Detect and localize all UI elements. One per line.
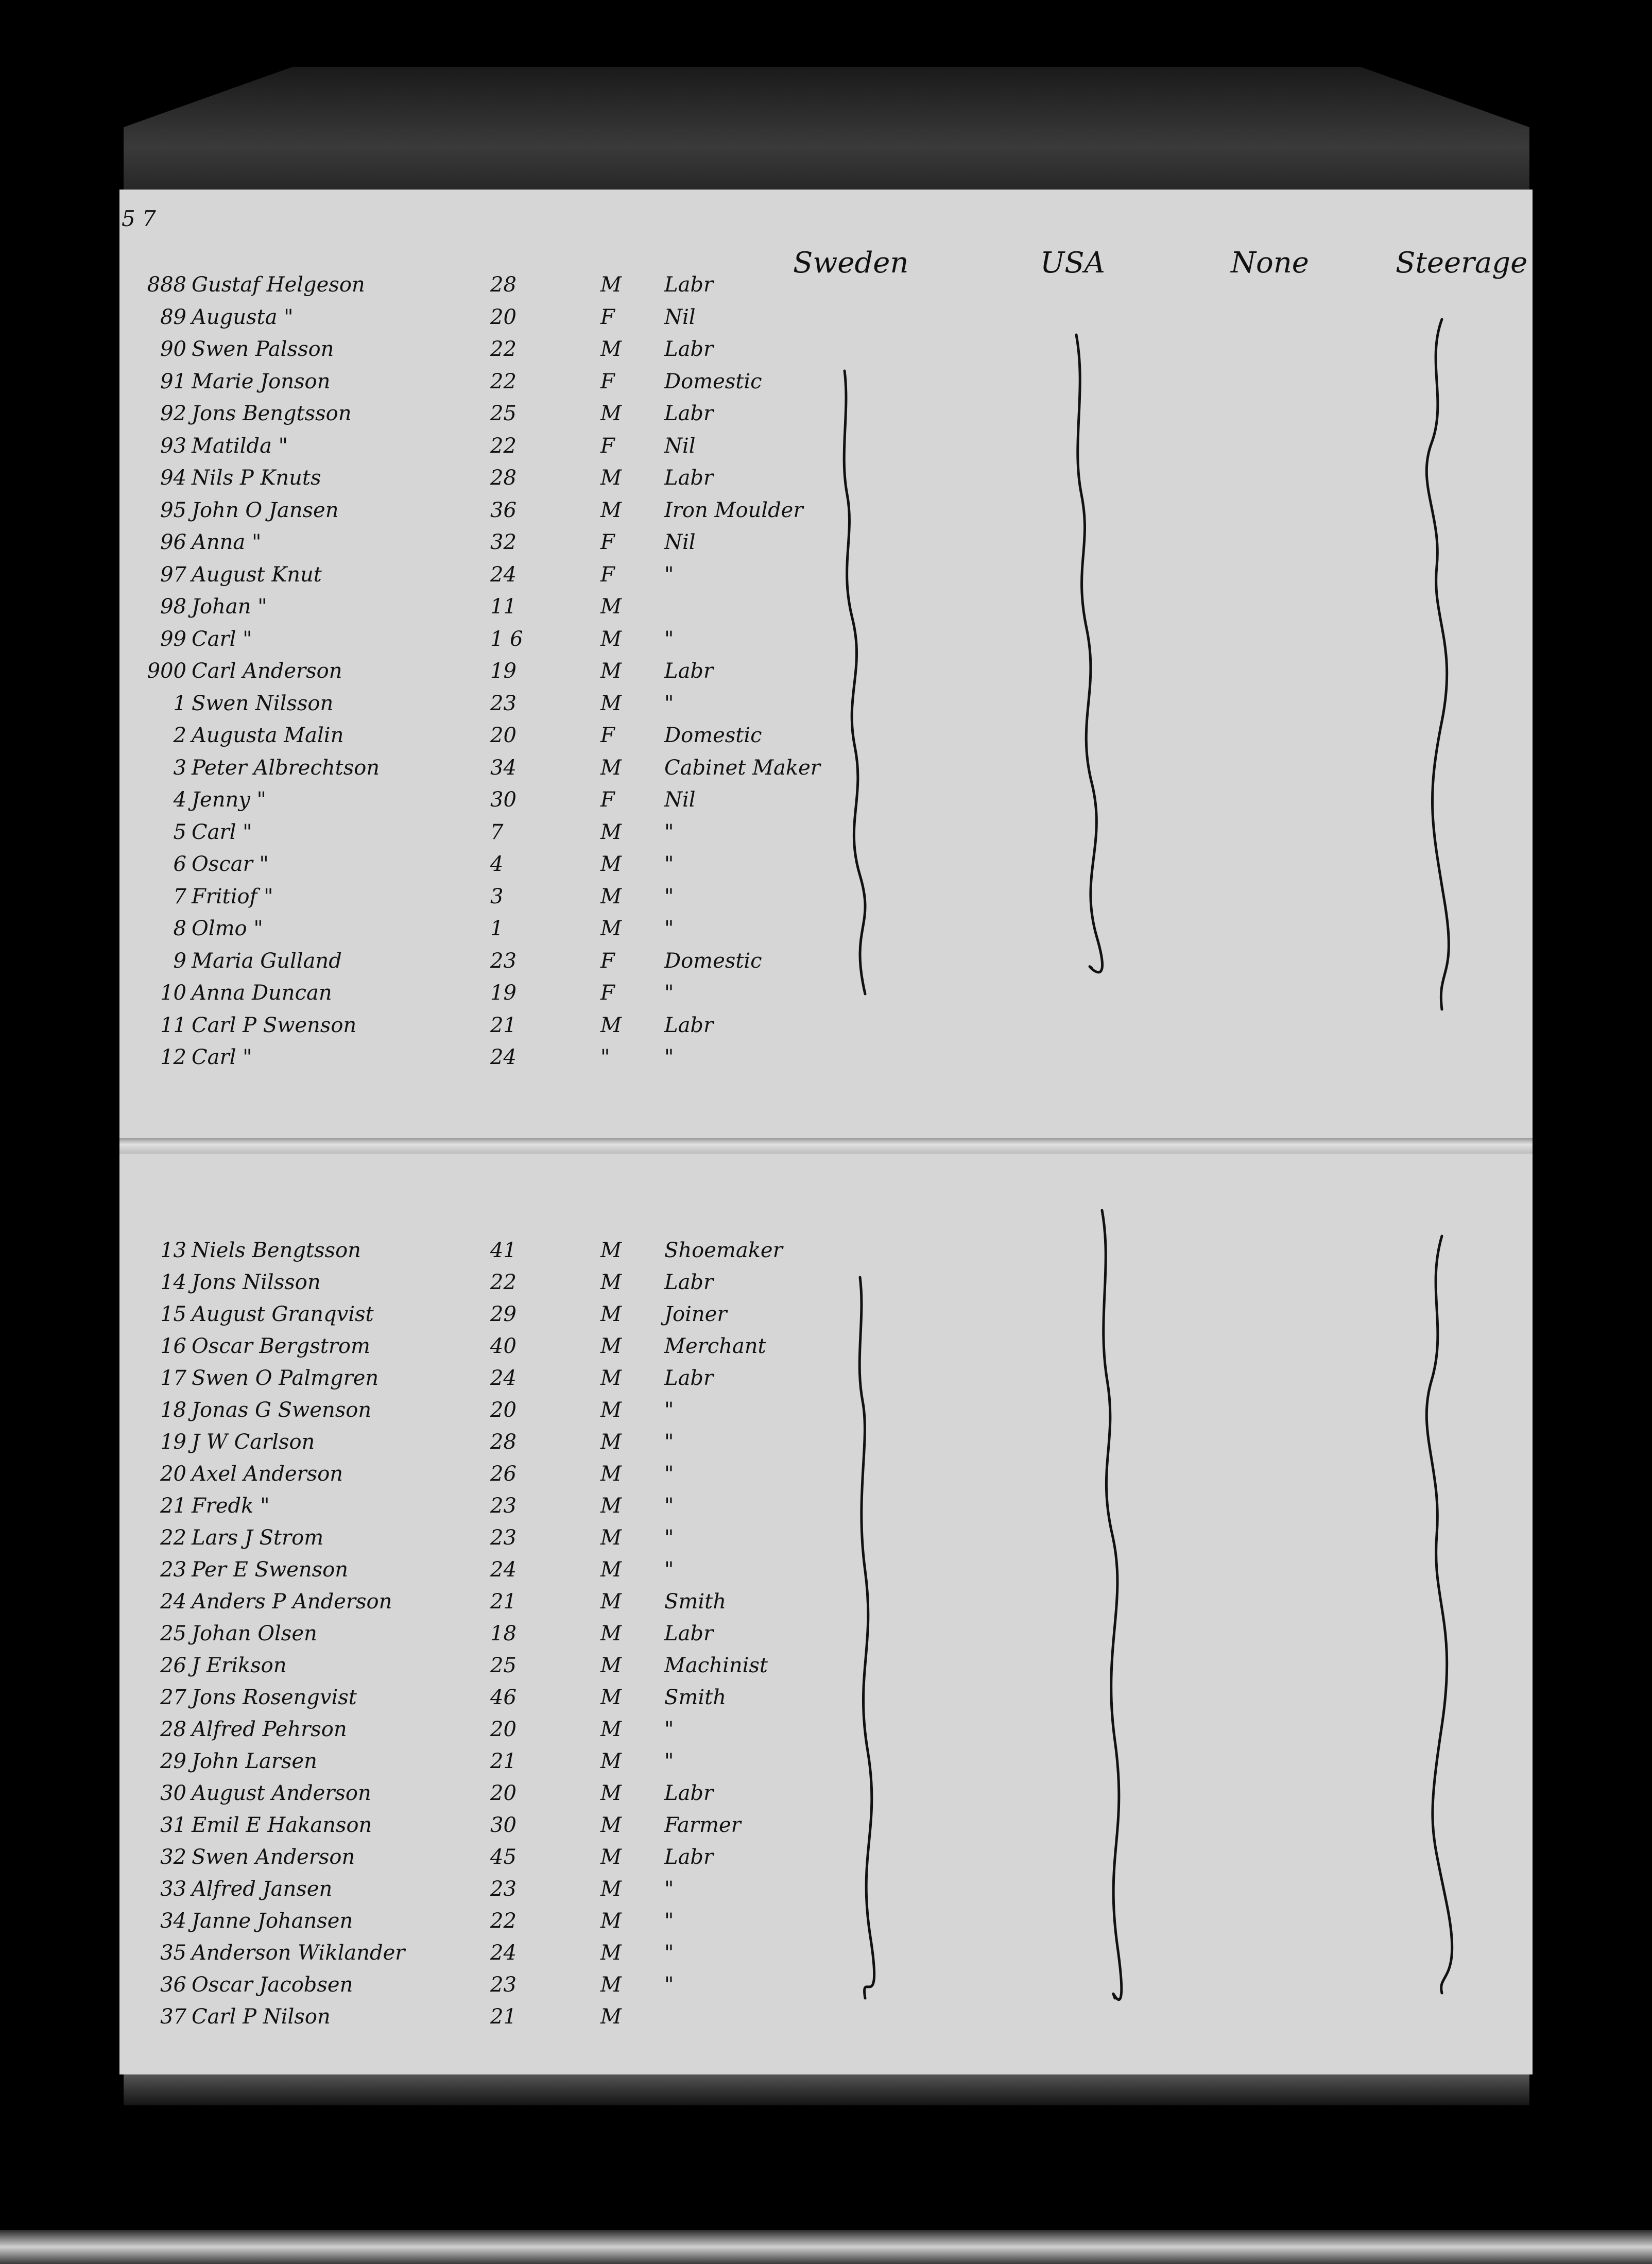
passenger-sex: F bbox=[600, 949, 615, 973]
entry-number: 23 bbox=[160, 1558, 186, 1582]
entry-number: 37 bbox=[160, 2005, 186, 2029]
passenger-sex: M bbox=[600, 1686, 622, 1709]
passenger-occupation: " bbox=[664, 1462, 674, 1486]
passenger-occupation: Smith bbox=[664, 1686, 726, 1709]
passenger-sex: M bbox=[600, 820, 622, 844]
passenger-name: Carl P Swenson bbox=[192, 1013, 357, 1037]
passenger-age: 25 bbox=[490, 402, 517, 425]
passenger-age: 7 bbox=[490, 820, 504, 844]
passenger-sex: M bbox=[600, 917, 622, 940]
passenger-sex: M bbox=[600, 627, 622, 651]
passenger-name: Johan Olsen bbox=[192, 1622, 317, 1645]
passenger-age: 21 bbox=[490, 1590, 517, 1614]
passenger-age: 34 bbox=[490, 756, 517, 780]
entry-number: 90 bbox=[160, 337, 186, 361]
passenger-sex: M bbox=[600, 1750, 622, 1773]
passenger-sex: M bbox=[600, 1845, 622, 1869]
passenger-name: Matilda " bbox=[192, 434, 288, 458]
passenger-occupation: Farmer bbox=[664, 1813, 741, 1837]
passenger-sex: M bbox=[600, 1781, 622, 1805]
passenger-sex: M bbox=[600, 1302, 622, 1326]
passenger-occupation: Labr bbox=[664, 402, 714, 425]
passenger-occupation: Labr bbox=[664, 337, 714, 361]
passenger-sex: F bbox=[600, 724, 615, 747]
passenger-occupation: " bbox=[664, 1430, 674, 1454]
passenger-sex: F bbox=[600, 305, 615, 329]
passenger-sex: M bbox=[600, 1239, 622, 1262]
passenger-occupation: " bbox=[664, 562, 674, 587]
passenger-age: 24 bbox=[490, 1941, 517, 1965]
passenger-age: 23 bbox=[490, 1877, 517, 1901]
passenger-age: 24 bbox=[490, 1366, 517, 1390]
passenger-sex: M bbox=[600, 1558, 622, 1582]
entry-number: 14 bbox=[160, 1271, 186, 1294]
entry-number: 19 bbox=[160, 1430, 186, 1454]
passenger-age: 28 bbox=[490, 273, 517, 297]
passenger-name: J W Carlson bbox=[192, 1430, 315, 1454]
passenger-name: Swen Anderson bbox=[192, 1845, 355, 1869]
passenger-sex: M bbox=[600, 1973, 622, 1997]
passenger-name: Anders P Anderson bbox=[192, 1590, 392, 1614]
passenger-sex: F bbox=[600, 434, 615, 458]
passenger-age: 29 bbox=[490, 1302, 517, 1326]
entry-number: 99 bbox=[160, 627, 186, 651]
passenger-occupation: Labr bbox=[664, 659, 714, 683]
entry-number: 4 bbox=[173, 788, 186, 812]
passenger-sex: M bbox=[600, 273, 622, 297]
entry-number: 27 bbox=[160, 1686, 186, 1709]
entry-number: 9 bbox=[173, 949, 186, 973]
passenger-age: 4 bbox=[490, 852, 504, 876]
entry-number: 8 bbox=[173, 917, 186, 940]
passenger-age: 23 bbox=[490, 1494, 517, 1518]
passenger-occupation: " bbox=[664, 1494, 674, 1518]
passenger-sex: M bbox=[600, 1590, 622, 1614]
passenger-age: 28 bbox=[490, 1430, 517, 1454]
passenger-name: John O Jansen bbox=[192, 498, 339, 522]
passenger-age: 20 bbox=[490, 724, 517, 747]
passenger-name: Swen Palsson bbox=[192, 337, 334, 361]
passenger-name: John Larsen bbox=[192, 1750, 317, 1773]
passenger-occupation: " bbox=[664, 981, 674, 1005]
passenger-sex: M bbox=[600, 1271, 622, 1294]
entry-number: 16 bbox=[160, 1334, 186, 1358]
passenger-age: 20 bbox=[490, 305, 517, 329]
passenger-sex: F bbox=[600, 981, 615, 1005]
passenger-name: Marie Jonson bbox=[192, 369, 331, 393]
passenger-name: Emil E Hakanson bbox=[192, 1813, 372, 1837]
passenger-occupation: Iron Moulder bbox=[664, 498, 803, 522]
passenger-name: August Anderson bbox=[192, 1781, 371, 1805]
passenger-name: Niels Bengtsson bbox=[192, 1239, 361, 1262]
passenger-occupation: " bbox=[664, 852, 674, 876]
passenger-name: Lars J Strom bbox=[192, 1526, 324, 1550]
passenger-name: August Granqvist bbox=[192, 1302, 374, 1326]
passenger-sex: M bbox=[600, 1013, 622, 1037]
entry-number: 13 bbox=[160, 1239, 186, 1262]
passenger-age: 21 bbox=[490, 1013, 517, 1037]
passenger-age: 3 bbox=[490, 884, 504, 908]
passenger-name: Jons Rosengvist bbox=[192, 1686, 357, 1709]
passenger-sex: M bbox=[600, 1526, 622, 1550]
passenger-age: 30 bbox=[490, 788, 517, 812]
passenger-name: Carl P Nilson bbox=[192, 2005, 331, 2029]
passenger-occupation: " bbox=[664, 1909, 674, 1933]
ditto-stroke-steerage-upper bbox=[1426, 319, 1449, 1009]
passenger-occupation: Nil bbox=[664, 305, 696, 329]
passenger-occupation: Labr bbox=[664, 1271, 714, 1294]
passenger-sex: M bbox=[600, 595, 622, 619]
passenger-name: Carl Anderson bbox=[192, 659, 342, 683]
passenger-name: Anna Duncan bbox=[192, 981, 332, 1005]
passenger-name: Fredk " bbox=[192, 1494, 270, 1518]
passenger-occupation: Labr bbox=[664, 1845, 714, 1869]
entry-number: 11 bbox=[160, 1013, 186, 1037]
passenger-occupation: Nil bbox=[664, 530, 696, 554]
passenger-name: Fritiof " bbox=[192, 884, 273, 908]
passenger-occupation: Merchant bbox=[664, 1334, 766, 1358]
passenger-age: 45 bbox=[490, 1845, 517, 1869]
passenger-sex: M bbox=[600, 2005, 622, 2029]
passenger-occupation: " bbox=[664, 627, 674, 651]
passenger-age: 28 bbox=[490, 466, 517, 490]
passenger-name: Olmo " bbox=[192, 917, 263, 940]
entry-number: 35 bbox=[160, 1941, 186, 1965]
passenger-occupation: Machinist bbox=[664, 1654, 768, 1677]
corner-mark: 5 7 bbox=[122, 206, 156, 231]
passenger-sex: M bbox=[600, 1622, 622, 1645]
entry-number: 5 bbox=[173, 820, 186, 844]
entry-number: 3 bbox=[173, 756, 186, 780]
passenger-name: Maria Gulland bbox=[192, 949, 342, 973]
passenger-sex: F bbox=[600, 369, 615, 393]
passenger-occupation: " bbox=[664, 1718, 674, 1741]
passenger-age: 21 bbox=[490, 1750, 517, 1773]
passenger-name: Gustaf Helgeson bbox=[192, 273, 365, 297]
passenger-occupation: Labr bbox=[664, 273, 714, 297]
passenger-sex: M bbox=[600, 498, 622, 522]
passenger-name: Peter Albrechtson bbox=[192, 756, 380, 780]
passenger-name: Oscar Bergstrom bbox=[192, 1334, 370, 1358]
passenger-age: 24 bbox=[490, 1045, 517, 1069]
passenger-sex: M bbox=[600, 1430, 622, 1454]
passenger-name: Jons Nilsson bbox=[192, 1271, 321, 1294]
entry-number: 2 bbox=[173, 724, 186, 747]
passenger-occupation: " bbox=[664, 1045, 674, 1069]
passenger-name: Alfred Pehrson bbox=[192, 1718, 347, 1741]
passenger-age: 20 bbox=[490, 1718, 517, 1741]
passenger-age: 24 bbox=[490, 562, 517, 587]
passenger-age: 24 bbox=[490, 1558, 517, 1582]
ditto-stroke-destination-lower bbox=[1102, 1210, 1122, 2000]
entry-number: 32 bbox=[160, 1845, 186, 1869]
entry-number: 26 bbox=[160, 1654, 186, 1677]
passenger-name: Janne Johansen bbox=[192, 1909, 353, 1933]
passenger-occupation: Joiner bbox=[664, 1302, 727, 1326]
passenger-name: Alfred Jansen bbox=[192, 1877, 333, 1901]
entry-number: 888 bbox=[147, 273, 186, 297]
passenger-name: Anderson Wiklander bbox=[192, 1941, 405, 1965]
passenger-name: Oscar " bbox=[192, 852, 269, 876]
passenger-age: 23 bbox=[490, 1526, 517, 1550]
passenger-age: 22 bbox=[490, 369, 517, 393]
passenger-occupation: " bbox=[664, 917, 674, 940]
passenger-occupation: " bbox=[664, 1877, 674, 1901]
passenger-occupation: Domestic bbox=[664, 724, 762, 747]
passenger-age: 22 bbox=[490, 434, 517, 458]
passenger-name: Carl " bbox=[192, 820, 252, 844]
entry-number: 36 bbox=[160, 1973, 186, 1997]
entry-number: 98 bbox=[160, 595, 186, 619]
passenger-sex: " bbox=[600, 1045, 610, 1069]
passenger-occupation: " bbox=[664, 884, 674, 908]
header-col4: Steerage bbox=[1396, 246, 1528, 280]
passenger-occupation: Labr bbox=[664, 1366, 714, 1390]
passenger-sex: M bbox=[600, 756, 622, 780]
passenger-name: Anna " bbox=[192, 530, 262, 554]
header-country: Sweden bbox=[793, 246, 909, 280]
passenger-sex: M bbox=[600, 1462, 622, 1486]
passenger-sex: M bbox=[600, 1941, 622, 1965]
entry-number: 21 bbox=[160, 1494, 186, 1518]
passenger-name: Johan " bbox=[192, 595, 267, 619]
passenger-name: Per E Swenson bbox=[192, 1558, 348, 1582]
passenger-name: Jonas G Swenson bbox=[192, 1398, 372, 1422]
passenger-age: 23 bbox=[490, 949, 517, 973]
passenger-sex: M bbox=[600, 1909, 622, 1933]
passenger-sex: F bbox=[600, 530, 615, 554]
passenger-occupation: Nil bbox=[664, 434, 696, 458]
entry-number: 10 bbox=[160, 981, 186, 1005]
passenger-occupation: " bbox=[664, 1750, 674, 1773]
entry-number: 22 bbox=[160, 1526, 186, 1550]
passenger-occupation: " bbox=[664, 820, 674, 844]
passenger-name: Nils P Knuts bbox=[192, 466, 321, 490]
entry-number: 7 bbox=[173, 884, 186, 908]
passenger-sex: F bbox=[600, 788, 615, 812]
passenger-age: 20 bbox=[490, 1398, 517, 1422]
passenger-occupation: " bbox=[664, 1941, 674, 1965]
passenger-sex: M bbox=[600, 1494, 622, 1518]
passenger-name: Augusta " bbox=[192, 305, 294, 329]
passenger-age: 36 bbox=[490, 498, 517, 522]
entry-number: 94 bbox=[160, 466, 186, 490]
passenger-age: 30 bbox=[490, 1813, 517, 1837]
passenger-occupation: Smith bbox=[664, 1590, 726, 1614]
entry-number: 91 bbox=[160, 369, 186, 393]
passenger-sex: M bbox=[600, 1813, 622, 1837]
passenger-age: 41 bbox=[490, 1239, 517, 1262]
passenger-occupation: Labr bbox=[664, 1781, 714, 1805]
passenger-occupation: " bbox=[664, 1398, 674, 1422]
passenger-occupation: Domestic bbox=[664, 949, 762, 973]
passenger-occupation: Labr bbox=[664, 1013, 714, 1037]
passenger-occupation: Labr bbox=[664, 1622, 714, 1645]
ditto-stroke-country-lower bbox=[859, 1277, 874, 1998]
header-destination: USA bbox=[1040, 246, 1105, 280]
passenger-occupation: Nil bbox=[664, 788, 696, 812]
passenger-sex: M bbox=[600, 1398, 622, 1422]
entry-number: 89 bbox=[160, 305, 186, 329]
header-col3: None bbox=[1231, 246, 1309, 280]
passenger-sex: M bbox=[600, 1366, 622, 1390]
passenger-occupation: Domestic bbox=[664, 369, 762, 393]
passenger-age: 23 bbox=[490, 691, 517, 715]
passenger-sex: M bbox=[600, 1718, 622, 1741]
passenger-occupation: " bbox=[664, 691, 674, 715]
passenger-name: Jons Bengtsson bbox=[192, 402, 352, 425]
entry-number: 20 bbox=[160, 1462, 186, 1486]
ditto-stroke-destination-upper bbox=[1076, 335, 1103, 972]
passenger-sex: M bbox=[600, 466, 622, 490]
entry-number: 25 bbox=[160, 1622, 186, 1645]
passenger-occupation: " bbox=[664, 1526, 674, 1550]
passenger-sex: M bbox=[600, 852, 622, 876]
passenger-age: 22 bbox=[490, 337, 517, 361]
passenger-sex: F bbox=[600, 562, 615, 587]
entry-number: 93 bbox=[160, 434, 186, 458]
entry-number: 95 bbox=[160, 498, 186, 522]
passenger-sex: M bbox=[600, 691, 622, 715]
passenger-name: August Knut bbox=[192, 562, 322, 587]
entry-number: 29 bbox=[160, 1750, 186, 1773]
passenger-age: 25 bbox=[490, 1654, 517, 1677]
passenger-occupation: Cabinet Maker bbox=[664, 756, 820, 780]
entry-number: 12 bbox=[160, 1045, 186, 1069]
passenger-occupation: " bbox=[664, 1973, 674, 1997]
entry-number: 97 bbox=[160, 562, 186, 587]
passenger-name: Jenny " bbox=[192, 788, 266, 812]
passenger-age: 11 bbox=[490, 595, 517, 619]
entry-number: 17 bbox=[160, 1366, 186, 1390]
passenger-age: 20 bbox=[490, 1781, 517, 1805]
passenger-name: Oscar Jacobsen bbox=[192, 1973, 353, 1997]
passenger-sex: M bbox=[600, 884, 622, 908]
passenger-age: 1 6 bbox=[490, 627, 523, 651]
passenger-name: Swen Nilsson bbox=[192, 691, 334, 715]
ditto-stroke-steerage-lower bbox=[1426, 1236, 1452, 1993]
entry-number: 15 bbox=[160, 1302, 186, 1326]
passenger-age: 23 bbox=[490, 1973, 517, 1997]
passenger-name: Swen O Palmgren bbox=[192, 1366, 379, 1390]
passenger-occupation: Shoemaker bbox=[664, 1239, 783, 1262]
passenger-age: 18 bbox=[490, 1622, 517, 1645]
entry-number: 28 bbox=[160, 1718, 186, 1741]
entry-number: 6 bbox=[173, 852, 186, 876]
passenger-name: Axel Anderson bbox=[192, 1462, 343, 1486]
entry-number: 30 bbox=[160, 1781, 186, 1805]
passenger-sex: M bbox=[600, 1654, 622, 1677]
passenger-occupation: " bbox=[664, 1558, 674, 1582]
passenger-age: 1 bbox=[490, 917, 504, 940]
passenger-sex: M bbox=[600, 1877, 622, 1901]
passenger-age: 19 bbox=[490, 659, 517, 683]
passenger-occupation: Labr bbox=[664, 466, 714, 490]
passenger-age: 22 bbox=[490, 1271, 517, 1294]
entry-number: 18 bbox=[160, 1398, 186, 1422]
passenger-age: 46 bbox=[490, 1686, 517, 1709]
passenger-sex: M bbox=[600, 337, 622, 361]
passenger-age: 21 bbox=[490, 2005, 517, 2029]
passenger-name: Augusta Malin bbox=[192, 724, 344, 747]
passenger-age: 19 bbox=[490, 981, 517, 1005]
entry-number: 900 bbox=[147, 659, 186, 683]
entry-number: 31 bbox=[160, 1813, 186, 1837]
passenger-sex: M bbox=[600, 1334, 622, 1358]
entry-number: 34 bbox=[160, 1909, 186, 1933]
passenger-sex: M bbox=[600, 402, 622, 425]
entry-number: 96 bbox=[160, 530, 186, 554]
entry-number: 24 bbox=[160, 1590, 186, 1614]
passenger-age: 32 bbox=[490, 530, 517, 554]
passenger-name: Carl " bbox=[192, 1045, 252, 1069]
passenger-sex: M bbox=[600, 659, 622, 683]
passenger-age: 26 bbox=[490, 1462, 517, 1486]
entry-number: 92 bbox=[160, 402, 186, 425]
entry-number: 33 bbox=[160, 1877, 186, 1901]
passenger-name: Carl " bbox=[192, 627, 252, 651]
entry-number: 1 bbox=[173, 691, 186, 715]
ditto-stroke-country-upper bbox=[844, 371, 865, 994]
passenger-age: 22 bbox=[490, 1909, 517, 1933]
passenger-age: 40 bbox=[490, 1334, 517, 1358]
passenger-name: J Erikson bbox=[192, 1654, 287, 1677]
